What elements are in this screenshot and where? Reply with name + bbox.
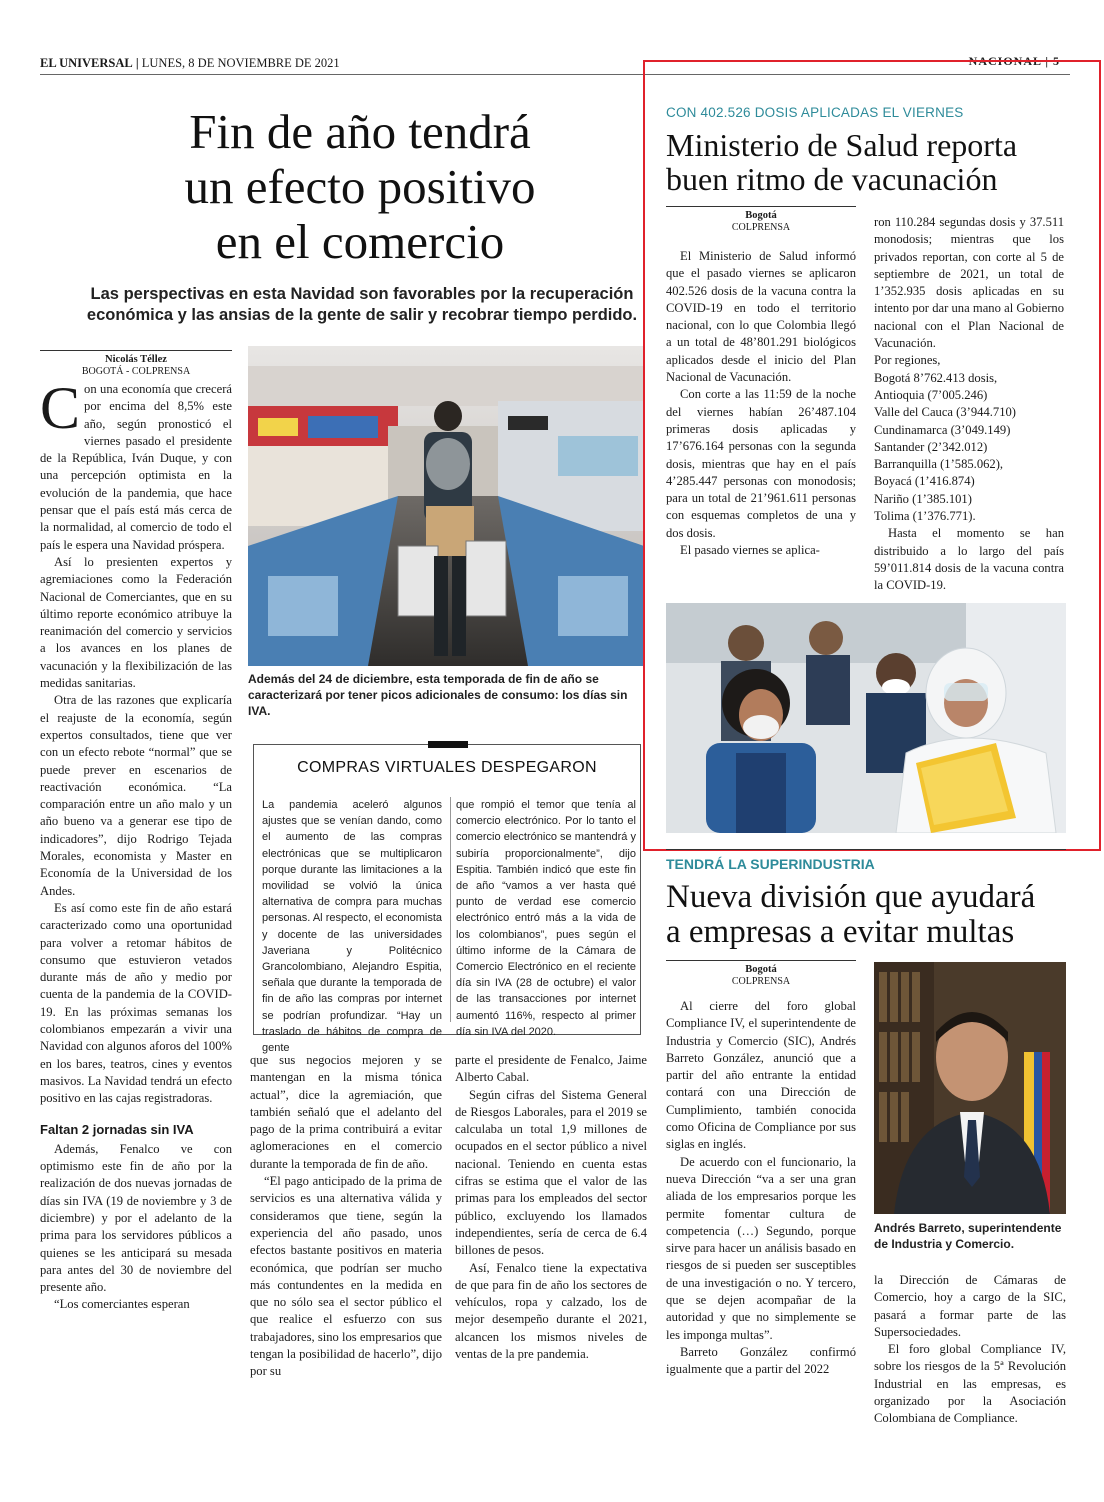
box-column-2: que rompió el temor que tenía al comercio electrónico. Por lo tanto el comercio electrónico se mantendrá y subiría proporcionalmente”, dijo Espitia. También indicó que este fin de año “vamos a ver hasta qué punto de verdad ese comercio electrónico entró más a la vida de los colombianos”, pues según el último informe de la Cámara de Comercio Electrónico en el reciente día sin IVA (28 de octubre) el valor de las transacciones por internet aumentó 116%, respecto al primer día sin IVA del 2020. (456, 799, 636, 1038)
box-column-1: La pandemia aceleró algunos ajustes que se venían dando, como el aumento de las compras electrónicas que se multiplicaron porque durante las limitaciones a la movilidad se volvió la única alternativa de compra para muchas personas. Al respecto, el economista y docente de las universidades Javeriana y Politécnico Grancolombiano, Alejandro Espitia, señala que durante la temporada de fin de año las compras por internet se podrían profundizar. “Hay un traslado de hábitos de compra de gente (262, 799, 442, 1055)
region-item: Antioquia (7’005.246) (874, 387, 988, 402)
header-date: LUNES, 8 DE NOVIEMBRE DE 2021 (141, 56, 340, 70)
title-line-1: Fin de año tendrá (189, 104, 531, 159)
super-byline (666, 964, 856, 988)
main-paragraph: que sus negocios mejoren y se mantengan en la misma tónica actual”, dice la agremiación, que también señaló que el adelanto del pago de la prima contribuirá a evitar aglomeraciones en el comercio durante la temporada de fin de año. (250, 1053, 442, 1171)
vaccine-kicker: CON 402.526 DOSIS APLICADAS EL VIERNES (666, 105, 964, 120)
super-location: Bogotá (745, 964, 777, 975)
escalator-photo (248, 346, 644, 666)
author-name: Nicolás Téllez (105, 354, 167, 365)
super-column-1: Al cierre del foro global Compliance IV, el superintendente de Industria y Comercio (SIC), Andrés Barreto González, anunció que a partir del año entrante la entidad contará con una Dirección de Cumplimiento, también conocida como Oficina de Compliance por sus siglas en inglés. De acuerdo con el funcionario, la nueva Dirección “va a ser una gran aliada de los empresarios porque les permite fomentar cultura de competencia (…) Segundo, porque sirve para hacer un análisis basado en riesgos de si pueden ser susceptibles de una investigación o no. Y tercero, que se dejen acompañar de la autoridad y que no simplemente se les imponga multas”. Barreto González confirmó igualmente que a partir del 2022 (666, 999, 856, 1377)
box-top-tab (428, 741, 468, 748)
vaccine-column-1: El Ministerio de Salud informó que el pasado viernes se aplicaron 402.526 dosis de la vacuna contra la COVID-19 en todo el territorio nacional, con lo que Colombia llegó a un total de 48’801.291 biológicos aplicados desde el inicio del Plan Nacional de Vacunación. Con corte a las 11:59 de la noche del viernes habían 26’487.104 primeras dosis aplicadas y 17’676.164 personas con la segunda dosis, mientras que hay en el país 4’285.447 personas con monodosis; para un total de 21’961.611 personas con esquemas completos de una y dos dosis. El pasado viernes se aplica- (666, 249, 856, 558)
super-kicker: TENDRÁ LA SUPERINDUSTRIA (666, 856, 875, 872)
header-section: NACIONAL | 5 (968, 54, 1060, 68)
drop-cap: C (40, 375, 81, 441)
escalator-photo-caption: Además del 24 de diciembre, esta temporada de fin de año se caracterizará por tener picos adicionales de consumo: los días sin IVA. (248, 672, 628, 718)
title-line-3: en el comercio (215, 214, 505, 269)
main-paragraph: Es así como este fin de año estará caracterizado como una oportunidad para volver a retomar hábitos de consumo que estuvieron vetados durante más de año y medio por cuenta de la pandemia de la COVID-19. En las próximas semanas los colombianos empezarán a vivir una Navidad con algunos aforos del 100% en los bares, teatros, cines y eventos masivos. La Navidad tendrá un efecto positivo en las cajas registradoras. (40, 900, 233, 1106)
main-paragraph: Otra de las razones que explicaría el reajuste de la economía, según expertos consultados, tiene que ver con un efecto rebote “normal” que se puede prever en escenarios de reactivación económica. “La comparación entre un año malo y un año bueno va a generar ese tipo de indicadores”, dijo Rodrigo Tejada Morales, economista y Master en Economía de la Universidad de los Andes. (40, 693, 232, 898)
vaccine-title-rule (666, 206, 856, 207)
barreto-portrait-illustration (874, 962, 1066, 1214)
main-byline (40, 350, 232, 378)
main-article-title (80, 104, 640, 269)
main-paragraph: parte el presidente de Fenalco, Jaime Alberto Cabal. (455, 1053, 647, 1085)
vaccine-agency: COLPRENSA (731, 222, 791, 233)
region-item: Bogotá 8’762.413 dosis, (874, 370, 998, 385)
main-paragraph: Así, Fenalco tiene la expectativa de que para fin de año los sectores de vehículos, ropa y calzado, los de mejor desempeño durante el 2021, alcancen los mismos niveles de ventas de la pre pandemia. (455, 1260, 647, 1362)
regions-intro: Por regiones, (874, 353, 941, 368)
escalator-illustration (248, 346, 644, 666)
vaccine-location: Bogotá (745, 210, 777, 221)
main-paragraph: Así lo presienten expertos y agremiaciones como la Federación Nacional de Comerciantes, que en su último reporte económico atribuye la reanimación del comercio y servicios a los avances en los planes de vacunación y la flexibilización de las medidas sanitarias. (40, 554, 232, 691)
title-line-2: un efecto positivo (184, 159, 536, 214)
main-paragraph: “Los comerciantes esperan (54, 1297, 190, 1312)
box-column-rule (450, 797, 451, 1022)
main-column-2 (250, 1052, 442, 1381)
barreto-photo (874, 962, 1066, 1214)
vaccination-photo (666, 603, 1066, 833)
barreto-photo-caption: Andrés Barreto, superintendente de Industria y Comercio. (874, 1221, 1062, 1251)
main-paragraph: Además, Fenalco ve con optimismo este fin de año por la realización de dos nuevas jornadas de días sin IVA (19 de noviembre y 3 de diciembre) y por el adelanto de la prima para los servidores públicos a quienes se les anticipará su mesada para antes del 30 de noviembre del presente año. (40, 1141, 232, 1295)
region-item: Valle del Cauca (3’944.710) (874, 405, 1016, 420)
main-first-paragraph: Con una economía que crecerá por encima del 8,5% este año, según pronosticó el viernes pasado el presidente de la República, Iván Duque, y con una percepción optimista en la evolución de la pandemia, que hace pensar que el país está más cerca de la normalidad, al comercio de todo el país le espera una Navidad próspera. (40, 375, 232, 552)
region-item: Nariño (1’385.101) (874, 491, 972, 506)
compras-box (253, 744, 641, 1055)
author-location: BOGOTÁ - COLPRENSA (81, 366, 191, 377)
vaccination-illustration (666, 603, 1066, 833)
main-subhead: Faltan 2 jornadas sin IVA (40, 1122, 194, 1138)
regions-list (874, 370, 1064, 526)
super-agency: COLPRENSA (731, 976, 791, 987)
box-title: COMPRAS VIRTUALES DESPEGARON (297, 759, 597, 776)
region-item: Cundinamarca (3’049.149) (874, 422, 1011, 437)
main-paragraph: “El pago anticipado de la prima de servicios es una alternativa válida y consideramos que tiene, según la experiencia del año pasado, unos efectos bastante positivos en materia económica, que podrían ser mucho más contundentes en la medida en que no sólo sea el sector público el que realice el esfuerzo con sus trabajadores, sino los empresarios que tengan la posibilidad de hacerlo”, dijo por su (250, 1174, 442, 1379)
main-paragraph: Según cifras del Sistema General de Riesgos Laborales, para el 2019 se calculaba un total 1,9 millones de ocupados en el sector público a nivel nacional. Teniendo en cuenta estas cifras se estima que el valor de las primas para los empleados del sector público, excluyendo los llamados independientes, sería de cerca de 6.4 billones de pesos. (455, 1087, 647, 1258)
main-column-3 (455, 1052, 647, 1363)
super-title: Nueva división que ayudará a empresas a evitar multas (666, 879, 1036, 950)
region-item: Santander (2’342.012) (874, 439, 988, 454)
region-item: Tolima (1’376.771). (874, 509, 976, 524)
vaccine-byline (666, 210, 856, 234)
super-column-2: la Dirección de Cámaras de Comercio, hoy a cargo de la SIC, pasará a formar parte de las Supersociedades. El foro global Compliance IV, sobre los riesgos de la 5ª Revolución Industrial en las empresas, es organizado por la Asociación Colombiana de Compliance. (874, 1273, 1066, 1426)
vaccine-column-2: ron 110.284 segundas dosis y 37.511 monodosis; mientras que los privados reportan, con corte al 5 de septiembre de 2021, un total de 1’352.935 dosis aplicadas en su intento por dar una mano al Gobierno nacional con el Plan Nacional de Vacunación. Por regiones, Bogotá 8’762.413 dosis, Antioquia (7’005.246) Valle del Cauca (3’944.710) Cundinamarca (3’049.149) Santander (2’342.012) Barranquilla (1’585.062), Boyacá (1’416.874) Nariño (1’385.101) Tolima (1’376.771). Hasta el momento se han distribuido a lo largo del país 59’011.814 dosis de la vacuna contra la COVID-19. (874, 215, 1064, 593)
main-article-subtitle: Las perspectivas en esta Navidad son favorables por la recuperación económica y las ansias de la gente de salir y recobrar tiempo perdido. (86, 285, 638, 324)
section-name: NACIONAL (968, 54, 1042, 68)
vaccine-title: Ministerio de Salud reporta buen ritmo de vacunación (666, 127, 1018, 197)
super-title-rule (666, 960, 856, 961)
masthead: EL UNIVERSAL (40, 56, 133, 70)
main-column-1 (40, 375, 233, 1314)
region-item: Barranquilla (1’585.062), (874, 457, 1004, 472)
page-number: 5 (1053, 54, 1060, 68)
super-top-rule (666, 849, 1066, 850)
region-item: Boyacá (1’416.874) (874, 474, 975, 489)
header-divider: | (135, 56, 142, 70)
